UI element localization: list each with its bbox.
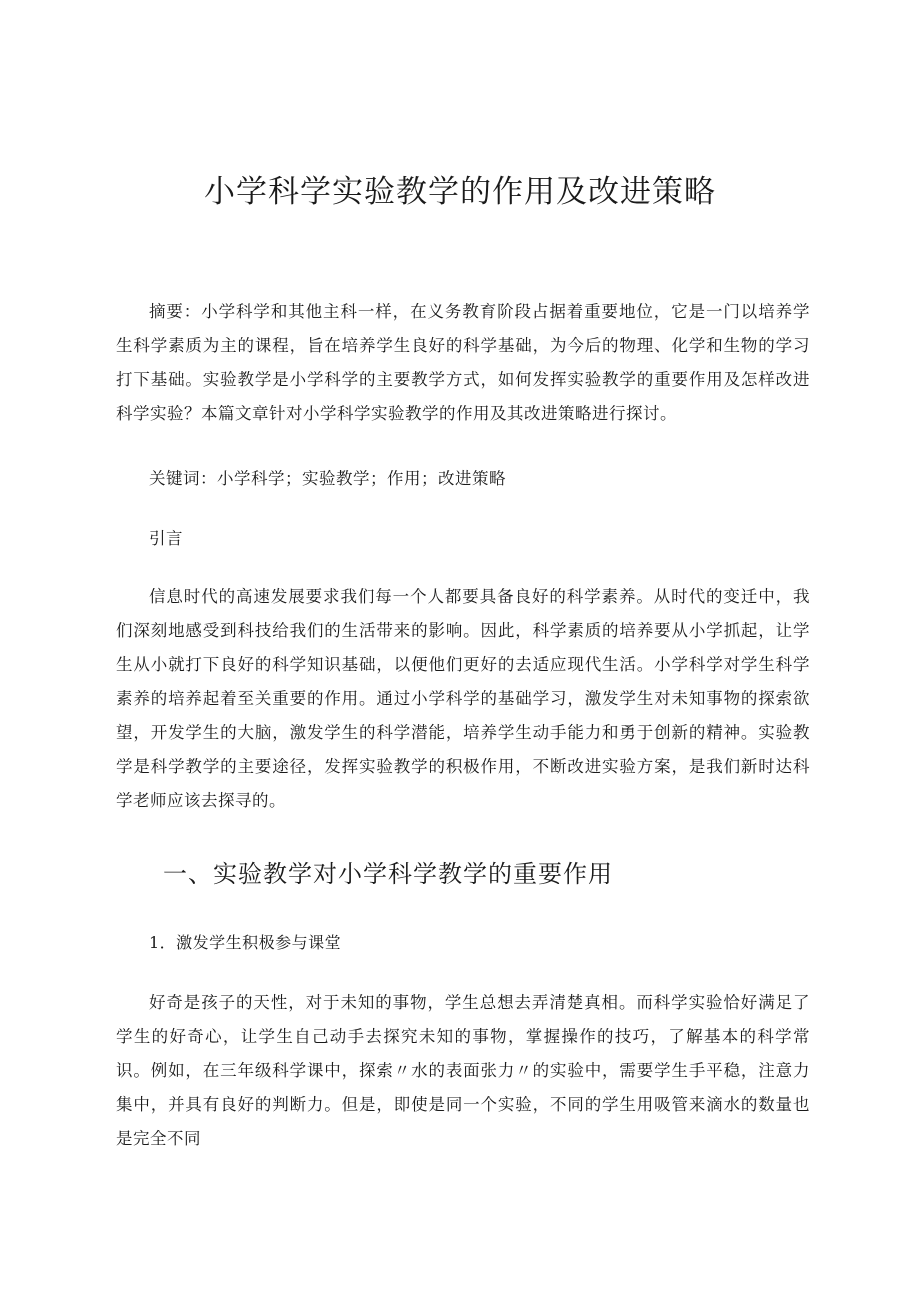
keywords-line: 关键词：小学科学；实验教学；作用；改进策略 [149, 469, 506, 488]
body-paragraph: 好奇是孩子的天性，对于未知的事物，学生总想去弄清楚真相。而科学实验恰好满足了学生的好奇心，让学生自己动手去探究未知的事物，掌握操作的技巧，了解基本的科学常识。例如，在三年级科学课中，探索〃水的表面张力〃的实验中，需要学生手平稳，注意力集中，并具有良好的判断力。但是，即使是同一个实验，不同的学生用吸管来滴水的数量也是完全不同 [116, 993, 810, 1148]
section-heading: 一、实验教学对小学科学教学的重要作用 [163, 860, 613, 888]
document-title: 小学科学实验教学的作用及改进策略 [204, 174, 716, 210]
abstract-paragraph: 摘要：小学科学和其他主科一样，在义务教育阶段占据着重要地位，它是一门以培养学生科学素质为主的课程，旨在培养学生良好的科学基础，为今后的物理、化学和生物的学习打下基础。实验教学是小学科学的主要教学方式，如何发挥实验教学的重要作用及怎样改进科学实验？本篇文章针对小学科学实验教学的作用及其改进策略进行探讨。 [116, 302, 810, 423]
intro-paragraph: 信息时代的高速发展要求我们每一个人都要具备良好的科学素养。从时代的变迁中，我们深刻地感受到科技给我们的生活带来的影响。因此，科学素质的培养要从小学抓起，让学生从小就打下良好的科学知识基础，以便他们更好的去适应现代生活。小学科学对学生科学素养的培养起着至关重要的作用。通过小学科学的基础学习，激发学生对未知事物的探索欲望，开发学生的大脑，激发学生的科学潜能，培养学生动手能力和勇于创新的精神。实验教学是科学教学的主要途径，发挥实验教学的积极作用，不断改进实验方案，是我们新时达科学老师应该去探寻的。 [116, 587, 810, 810]
subsection-heading: 1．激发学生积极参与课堂 [149, 933, 342, 952]
intro-heading: 引言 [149, 529, 183, 548]
